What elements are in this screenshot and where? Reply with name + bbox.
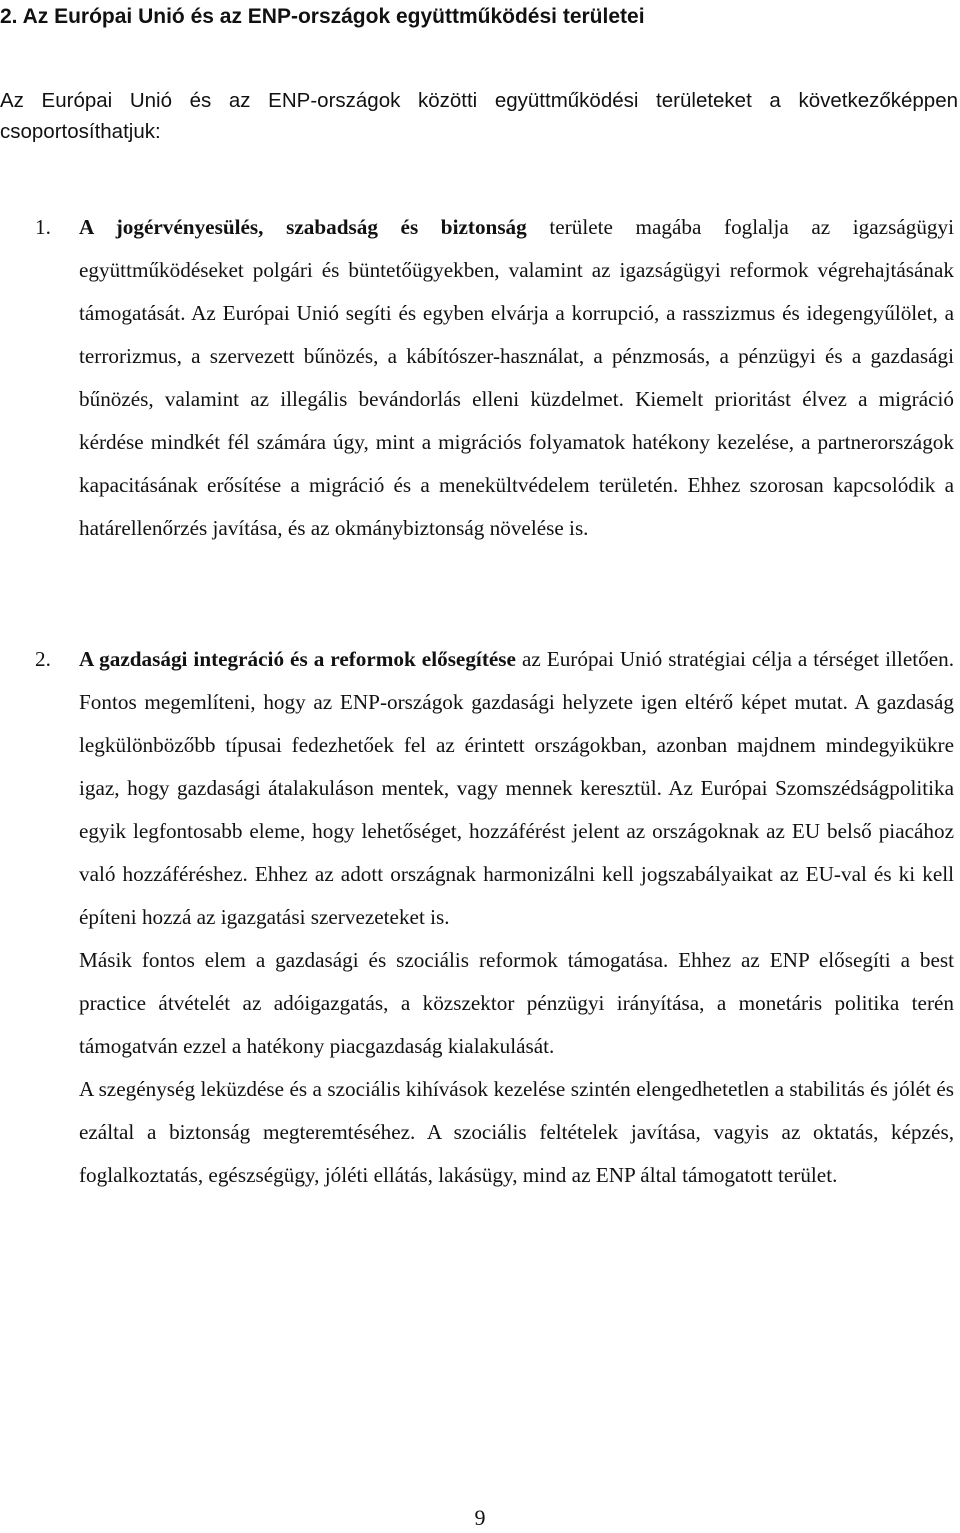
list-item-paragraph (79, 638, 954, 939)
paragraph-bold-lead: A gazdasági integráció és a reformok elősegítése (79, 647, 516, 671)
intro-paragraph: Az Európai Unió és az ENP-országok közötti együttműködési területeket a következőképpen csoportosíthatjuk: (0, 89, 958, 143)
paragraph-text: Másik fontos elem a gazdasági és szociális reformok támogatása. Ehhez az ENP elősegíti a best practice átvételét az adóigazgatás, a közszektor pénzügyi irányítása, a monetáris politika terén támogatván ezzel a hatékony piacgazdaság kialakulását. (79, 948, 954, 1058)
page-number: 9 (474, 1505, 486, 1530)
list-item-paragraph (79, 1068, 954, 1197)
list-item-1 (35, 206, 954, 550)
paragraph-text: az Európai Unió stratégiai célja a térséget illetően. Fontos megemlíteni, hogy az ENP-országok gazdasági helyzete igen eltérő képet mutat. A gazdaság legkülönbözőbb típusai fedezhetőek fel az érintett országokban, azonban majdnem mindegyikükre igaz, hogy gazdasági átalakuláson mentek, vagy mennek keresztül. Az Európai Szomszédságpolitika egyik legfontosabb eleme, hogy lehetőséget, hozzáférést jelent az országoknak az EU belső piacához való hozzáféréshez. Ehhez az adott országnak harmonizálni kell jogszabályaikat az EU-val és ki kell építeni hozzá az igazgatási szervezeteket is. (79, 647, 954, 929)
paragraph-bold-lead: A jogérvényesülés, szabadság és biztonság (79, 215, 527, 239)
list-item-2 (35, 638, 954, 1197)
list-item-number: 2. (35, 647, 51, 671)
list-item-number: 1. (35, 215, 51, 239)
list-item-paragraph (79, 206, 954, 550)
section-heading: 2. Az Európai Unió és az ENP-országok együttműködési területei (0, 5, 645, 28)
paragraph-text: A szegénység leküzdése és a szociális kihívások kezelése szintén elengedhetetlen a stabilitás és jólét és ezáltal a biztonság megteremtéséhez. A szociális feltételek javítása, vagyis az oktatás, képzés, foglalkoztatás, egészségügy, jóléti ellátás, lakásügy, mind az ENP által támogatott terület. (79, 1077, 954, 1187)
list-item-paragraph (79, 939, 954, 1068)
paragraph-text: területe magába foglalja az igazságügyi együttműködéseket polgári és büntetőügyekben, valamint az igazságügyi reformok végrehajtásának támogatását. Az Európai Unió segíti és egyben elvárja a korrupció, a rasszizmus és idegengyűlölet, a terrorizmus, a szervezett bűnözés, a kábítószer-használat, a pénzmosás, a pénzügyi és a gazdasági bűnözés, valamint az illegális bevándorlás elleni küzdelmet. Kiemelt prioritást élvez a migráció kérdése mindkét fél számára úgy, mint a migrációs folyamatok hatékony kezelése, a partnerországok kapacitásának erősítése a migráció és a menekültvédelem területén. Ehhez szorosan kapcsolódik a határellenőrzés javítása, és az okmánybiztonság növelése is. (79, 215, 954, 540)
